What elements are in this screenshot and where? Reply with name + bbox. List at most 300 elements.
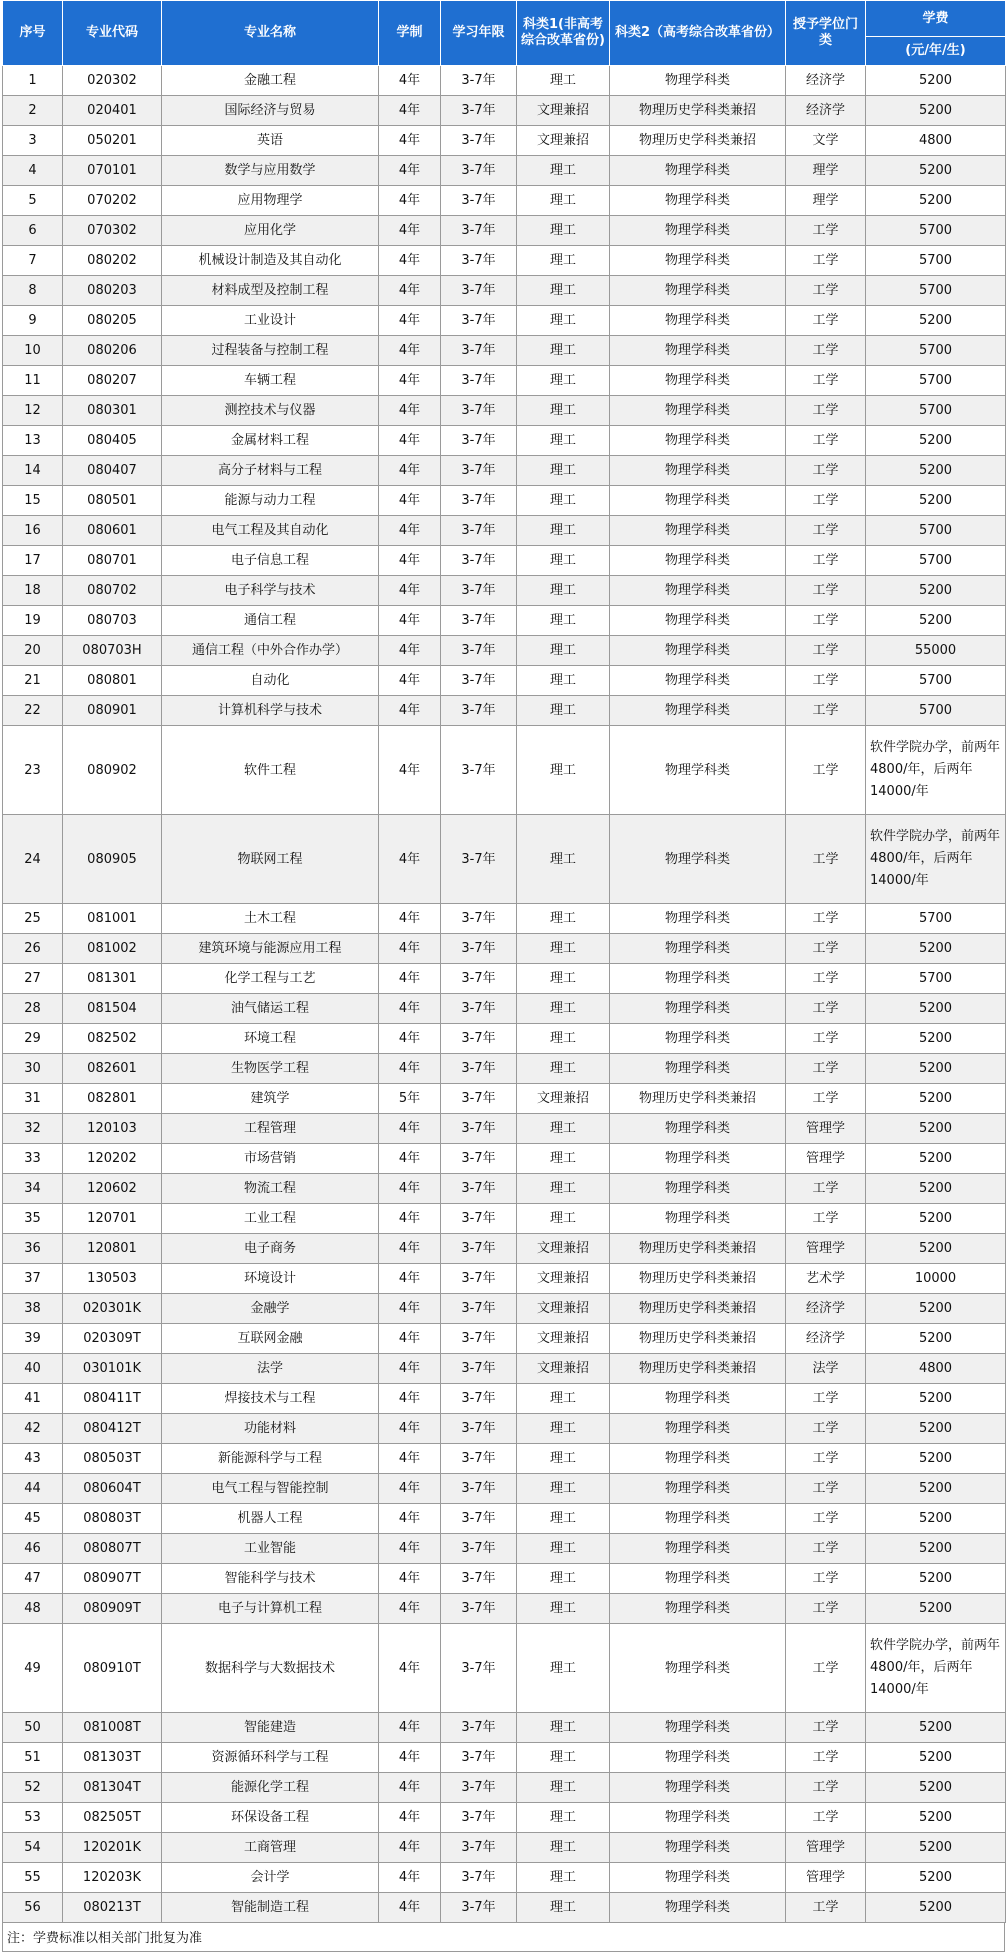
cell-degree: 工学 — [786, 1504, 866, 1534]
cell-degree: 工学 — [786, 934, 866, 964]
cell-code: 080702 — [63, 576, 162, 606]
table-row — [3, 156, 1006, 186]
cell-category-2: 物理学科类 — [610, 1534, 786, 1564]
table-row — [3, 1354, 1006, 1384]
cell-seq: 38 — [3, 1294, 63, 1324]
cell-code: 080905 — [63, 815, 162, 904]
cell-category-1: 理工 — [517, 396, 610, 426]
cell-study-limit: 3-7年 — [441, 1174, 517, 1204]
table-row — [3, 934, 1006, 964]
cell-fee: 5200 — [866, 1594, 1006, 1624]
cell-duration: 4年 — [379, 1114, 441, 1144]
cell-name: 金融工程 — [162, 66, 379, 96]
cell-category-1: 理工 — [517, 904, 610, 934]
cell-name: 环保设备工程 — [162, 1803, 379, 1833]
cell-degree: 工学 — [786, 1054, 866, 1084]
cell-seq: 13 — [3, 426, 63, 456]
cell-category-1: 理工 — [517, 1594, 610, 1624]
cell-study-limit: 3-7年 — [441, 1833, 517, 1863]
cell-fee: 5200 — [866, 426, 1006, 456]
cell-study-limit: 3-7年 — [441, 1114, 517, 1144]
cell-seq: 11 — [3, 366, 63, 396]
cell-category-2: 物理学科类 — [610, 815, 786, 904]
cell-code: 080207 — [63, 366, 162, 396]
cell-category-2: 物理学科类 — [610, 276, 786, 306]
cell-name: 过程装备与控制工程 — [162, 336, 379, 366]
cell-fee: 55000 — [866, 636, 1006, 666]
cell-degree: 工学 — [786, 696, 866, 726]
cell-name: 金融学 — [162, 1294, 379, 1324]
cell-category-1: 文理兼招 — [517, 1084, 610, 1114]
table-row — [3, 276, 1006, 306]
cell-category-1: 理工 — [517, 426, 610, 456]
cell-category-2: 物理历史学科类兼招 — [610, 1294, 786, 1324]
cell-category-1: 理工 — [517, 576, 610, 606]
cell-name: 电子信息工程 — [162, 546, 379, 576]
cell-seq: 24 — [3, 815, 63, 904]
cell-name: 金属材料工程 — [162, 426, 379, 456]
cell-seq: 12 — [3, 396, 63, 426]
cell-study-limit: 3-7年 — [441, 1264, 517, 1294]
cell-category-1: 理工 — [517, 1474, 610, 1504]
cell-study-limit: 3-7年 — [441, 1474, 517, 1504]
table-row — [3, 606, 1006, 636]
cell-fee: 5200 — [866, 1024, 1006, 1054]
cell-category-1: 理工 — [517, 1204, 610, 1234]
table-row — [3, 1024, 1006, 1054]
cell-degree: 工学 — [786, 1174, 866, 1204]
cell-fee: 10000 — [866, 1264, 1006, 1294]
cell-duration: 4年 — [379, 1534, 441, 1564]
cell-study-limit: 3-7年 — [441, 1024, 517, 1054]
cell-category-1: 理工 — [517, 1803, 610, 1833]
cell-degree: 工学 — [786, 1534, 866, 1564]
cell-category-1: 理工 — [517, 516, 610, 546]
cell-duration: 4年 — [379, 1444, 441, 1474]
header-name: 专业名称 — [162, 1, 379, 66]
cell-duration: 4年 — [379, 1833, 441, 1863]
cell-study-limit: 3-7年 — [441, 186, 517, 216]
cell-fee: 5200 — [866, 96, 1006, 126]
cell-degree: 工学 — [786, 486, 866, 516]
table-row — [3, 994, 1006, 1024]
cell-name: 机械设计制造及其自动化 — [162, 246, 379, 276]
cell-fee: 5700 — [866, 366, 1006, 396]
table-row — [3, 1084, 1006, 1114]
cell-study-limit: 3-7年 — [441, 964, 517, 994]
cell-fee: 5700 — [866, 546, 1006, 576]
cell-study-limit: 3-7年 — [441, 576, 517, 606]
cell-seq: 2 — [3, 96, 63, 126]
cell-duration: 4年 — [379, 1414, 441, 1444]
table-row — [3, 246, 1006, 276]
cell-study-limit: 3-7年 — [441, 366, 517, 396]
cell-category-2: 物理学科类 — [610, 1863, 786, 1893]
table-row — [3, 1534, 1006, 1564]
cell-seq: 28 — [3, 994, 63, 1024]
cell-study-limit: 3-7年 — [441, 1893, 517, 1923]
header-duration: 学制 — [379, 1, 441, 66]
cell-degree: 工学 — [786, 1594, 866, 1624]
cell-code: 080203 — [63, 276, 162, 306]
cell-duration: 4年 — [379, 1773, 441, 1803]
cell-study-limit: 3-7年 — [441, 606, 517, 636]
cell-category-2: 物理学科类 — [610, 576, 786, 606]
cell-duration: 4年 — [379, 1624, 441, 1713]
table-row — [3, 1833, 1006, 1863]
table-row — [3, 636, 1006, 666]
cell-category-2: 物理学科类 — [610, 1144, 786, 1174]
cell-degree: 工学 — [786, 546, 866, 576]
cell-degree: 经济学 — [786, 96, 866, 126]
cell-code: 020309T — [63, 1324, 162, 1354]
cell-category-1: 理工 — [517, 1414, 610, 1444]
table-row — [3, 726, 1006, 815]
cell-category-2: 物理历史学科类兼招 — [610, 1234, 786, 1264]
cell-study-limit: 3-7年 — [441, 426, 517, 456]
cell-name: 资源循环科学与工程 — [162, 1743, 379, 1773]
cell-category-2: 物理学科类 — [610, 1594, 786, 1624]
cell-fee: 5200 — [866, 1803, 1006, 1833]
cell-category-2: 物理学科类 — [610, 66, 786, 96]
cell-code: 070202 — [63, 186, 162, 216]
cell-category-1: 理工 — [517, 1054, 610, 1084]
cell-degree: 工学 — [786, 456, 866, 486]
cell-seq: 8 — [3, 276, 63, 306]
cell-fee: 5200 — [866, 1713, 1006, 1743]
table-header — [3, 1, 1006, 66]
cell-category-2: 物理学科类 — [610, 964, 786, 994]
cell-category-1: 理工 — [517, 1773, 610, 1803]
cell-category-2: 物理学科类 — [610, 1414, 786, 1444]
table-row — [3, 1474, 1006, 1504]
cell-duration: 4年 — [379, 96, 441, 126]
cell-name: 工业工程 — [162, 1204, 379, 1234]
cell-category-1: 理工 — [517, 1863, 610, 1893]
cell-seq: 26 — [3, 934, 63, 964]
cell-study-limit: 3-7年 — [441, 216, 517, 246]
cell-category-1: 理工 — [517, 546, 610, 576]
cell-category-1: 理工 — [517, 1444, 610, 1474]
table-row — [3, 126, 1006, 156]
cell-category-2: 物理学科类 — [610, 486, 786, 516]
cell-name: 电气工程与智能控制 — [162, 1474, 379, 1504]
cell-fee: 5200 — [866, 1743, 1006, 1773]
cell-fee: 5200 — [866, 1174, 1006, 1204]
cell-name: 能源与动力工程 — [162, 486, 379, 516]
cell-category-2: 物理学科类 — [610, 1504, 786, 1534]
cell-fee: 5200 — [866, 994, 1006, 1024]
cell-degree: 工学 — [786, 1773, 866, 1803]
cell-category-2: 物理学科类 — [610, 1054, 786, 1084]
cell-duration: 4年 — [379, 1504, 441, 1534]
cell-seq: 15 — [3, 486, 63, 516]
cell-code: 020302 — [63, 66, 162, 96]
cell-seq: 56 — [3, 1893, 63, 1923]
cell-code: 080206 — [63, 336, 162, 366]
cell-name: 工商管理 — [162, 1833, 379, 1863]
cell-degree: 工学 — [786, 636, 866, 666]
table-row — [3, 426, 1006, 456]
cell-seq: 49 — [3, 1624, 63, 1713]
table-row — [3, 696, 1006, 726]
cell-duration: 4年 — [379, 456, 441, 486]
cell-seq: 1 — [3, 66, 63, 96]
table-row — [3, 1174, 1006, 1204]
cell-category-2: 物理学科类 — [610, 994, 786, 1024]
cell-code: 081001 — [63, 904, 162, 934]
table-row — [3, 904, 1006, 934]
cell-code: 081504 — [63, 994, 162, 1024]
cell-study-limit: 3-7年 — [441, 336, 517, 366]
cell-degree: 工学 — [786, 366, 866, 396]
cell-name: 电气工程及其自动化 — [162, 516, 379, 546]
cell-code: 082801 — [63, 1084, 162, 1114]
cell-fee: 软件学院办学，前两年4800/年，后两年14000/年 — [866, 815, 1006, 904]
cell-seq: 47 — [3, 1564, 63, 1594]
cell-fee: 5700 — [866, 964, 1006, 994]
cell-category-1: 理工 — [517, 934, 610, 964]
cell-duration: 4年 — [379, 426, 441, 456]
cell-duration: 4年 — [379, 1594, 441, 1624]
cell-code: 120602 — [63, 1174, 162, 1204]
cell-category-2: 物理历史学科类兼招 — [610, 1354, 786, 1384]
cell-category-2: 物理学科类 — [610, 396, 786, 426]
cell-degree: 工学 — [786, 666, 866, 696]
cell-duration: 4年 — [379, 1204, 441, 1234]
cell-category-2: 物理学科类 — [610, 1743, 786, 1773]
table-row — [3, 366, 1006, 396]
cell-seq: 14 — [3, 456, 63, 486]
cell-study-limit: 3-7年 — [441, 1594, 517, 1624]
cell-name: 物联网工程 — [162, 815, 379, 904]
cell-name: 新能源科学与工程 — [162, 1444, 379, 1474]
cell-degree: 工学 — [786, 1084, 866, 1114]
table-row — [3, 1324, 1006, 1354]
cell-category-2: 物理学科类 — [610, 306, 786, 336]
cell-code: 081002 — [63, 934, 162, 964]
cell-degree: 管理学 — [786, 1114, 866, 1144]
cell-category-1: 理工 — [517, 1743, 610, 1773]
cell-seq: 40 — [3, 1354, 63, 1384]
cell-duration: 4年 — [379, 1234, 441, 1264]
cell-name: 建筑环境与能源应用工程 — [162, 934, 379, 964]
cell-code: 080901 — [63, 696, 162, 726]
table-row — [3, 1444, 1006, 1474]
cell-degree: 经济学 — [786, 1324, 866, 1354]
cell-category-1: 理工 — [517, 1833, 610, 1863]
cell-seq: 30 — [3, 1054, 63, 1084]
cell-name: 测控技术与仪器 — [162, 396, 379, 426]
cell-category-2: 物理学科类 — [610, 516, 786, 546]
cell-code: 130503 — [63, 1264, 162, 1294]
cell-seq: 37 — [3, 1264, 63, 1294]
cell-fee: 5200 — [866, 486, 1006, 516]
cell-duration: 4年 — [379, 216, 441, 246]
cell-duration: 4年 — [379, 636, 441, 666]
cell-study-limit: 3-7年 — [441, 636, 517, 666]
table-row — [3, 1803, 1006, 1833]
table-row — [3, 964, 1006, 994]
cell-duration: 4年 — [379, 126, 441, 156]
footnote: 注：学费标准以相关部门批复为准 — [2, 1923, 1005, 1952]
cell-category-1: 理工 — [517, 1624, 610, 1713]
cell-degree: 管理学 — [786, 1833, 866, 1863]
header-code: 专业代码 — [63, 1, 162, 66]
cell-duration: 4年 — [379, 1384, 441, 1414]
cell-name: 高分子材料与工程 — [162, 456, 379, 486]
table-row — [3, 1234, 1006, 1264]
cell-fee: 5200 — [866, 156, 1006, 186]
cell-code: 081301 — [63, 964, 162, 994]
cell-category-2: 物理历史学科类兼招 — [610, 126, 786, 156]
cell-category-1: 理工 — [517, 186, 610, 216]
cell-fee: 5200 — [866, 1294, 1006, 1324]
cell-duration: 4年 — [379, 336, 441, 366]
cell-category-2: 物理学科类 — [610, 666, 786, 696]
cell-seq: 35 — [3, 1204, 63, 1234]
cell-degree: 工学 — [786, 1743, 866, 1773]
cell-category-2: 物理学科类 — [610, 336, 786, 366]
cell-degree: 经济学 — [786, 1294, 866, 1324]
cell-name: 市场营销 — [162, 1144, 379, 1174]
cell-fee: 5700 — [866, 516, 1006, 546]
cell-category-1: 文理兼招 — [517, 1324, 610, 1354]
cell-seq: 52 — [3, 1773, 63, 1803]
cell-degree: 工学 — [786, 1414, 866, 1444]
cell-code: 080703H — [63, 636, 162, 666]
cell-seq: 32 — [3, 1114, 63, 1144]
cell-name: 能源化学工程 — [162, 1773, 379, 1803]
cell-study-limit: 3-7年 — [441, 904, 517, 934]
cell-seq: 4 — [3, 156, 63, 186]
table-row — [3, 666, 1006, 696]
cell-fee: 5200 — [866, 1234, 1006, 1264]
cell-code: 080205 — [63, 306, 162, 336]
cell-name: 建筑学 — [162, 1084, 379, 1114]
cell-code: 082502 — [63, 1024, 162, 1054]
cell-seq: 55 — [3, 1863, 63, 1893]
cell-code: 080202 — [63, 246, 162, 276]
cell-study-limit: 3-7年 — [441, 1743, 517, 1773]
cell-fee: 5200 — [866, 306, 1006, 336]
cell-category-2: 物理学科类 — [610, 216, 786, 246]
cell-duration: 4年 — [379, 1474, 441, 1504]
cell-seq: 51 — [3, 1743, 63, 1773]
cell-name: 软件工程 — [162, 726, 379, 815]
header-seq: 序号 — [3, 1, 63, 66]
cell-name: 通信工程（中外合作办学） — [162, 636, 379, 666]
cell-code: 080703 — [63, 606, 162, 636]
cell-name: 电子科学与技术 — [162, 576, 379, 606]
cell-study-limit: 3-7年 — [441, 456, 517, 486]
cell-fee: 5200 — [866, 1534, 1006, 1564]
cell-name: 自动化 — [162, 666, 379, 696]
cell-duration: 4年 — [379, 666, 441, 696]
cell-category-2: 物理学科类 — [610, 1803, 786, 1833]
cell-study-limit: 3-7年 — [441, 396, 517, 426]
cell-duration: 4年 — [379, 1174, 441, 1204]
cell-fee: 4800 — [866, 126, 1006, 156]
table-row — [3, 1504, 1006, 1534]
cell-duration: 4年 — [379, 1713, 441, 1743]
cell-fee: 5200 — [866, 1863, 1006, 1893]
header-study-limit: 学习年限 — [441, 1, 517, 66]
table-row — [3, 1264, 1006, 1294]
cell-degree: 管理学 — [786, 1234, 866, 1264]
cell-study-limit: 3-7年 — [441, 666, 517, 696]
table-row — [3, 1594, 1006, 1624]
cell-name: 材料成型及控制工程 — [162, 276, 379, 306]
cell-category-1: 理工 — [517, 994, 610, 1024]
table-row — [3, 576, 1006, 606]
cell-category-1: 理工 — [517, 306, 610, 336]
cell-degree: 工学 — [786, 1713, 866, 1743]
cell-study-limit: 3-7年 — [441, 994, 517, 1024]
cell-code: 080803T — [63, 1504, 162, 1534]
cell-fee: 5200 — [866, 1324, 1006, 1354]
cell-duration: 4年 — [379, 1863, 441, 1893]
cell-category-1: 理工 — [517, 276, 610, 306]
cell-study-limit: 3-7年 — [441, 486, 517, 516]
cell-category-1: 理工 — [517, 216, 610, 246]
cell-fee: 5200 — [866, 576, 1006, 606]
cell-fee: 5200 — [866, 934, 1006, 964]
cell-duration: 4年 — [379, 1324, 441, 1354]
cell-degree: 工学 — [786, 426, 866, 456]
table-row — [3, 1294, 1006, 1324]
cell-seq: 36 — [3, 1234, 63, 1264]
cell-fee: 5700 — [866, 696, 1006, 726]
cell-degree: 工学 — [786, 306, 866, 336]
cell-code: 120103 — [63, 1114, 162, 1144]
cell-name: 应用物理学 — [162, 186, 379, 216]
table-row — [3, 1414, 1006, 1444]
cell-study-limit: 3-7年 — [441, 1294, 517, 1324]
cell-name: 电子商务 — [162, 1234, 379, 1264]
cell-degree: 工学 — [786, 336, 866, 366]
table-row — [3, 1773, 1006, 1803]
cell-code: 080907T — [63, 1564, 162, 1594]
cell-name: 土木工程 — [162, 904, 379, 934]
cell-study-limit: 3-7年 — [441, 156, 517, 186]
cell-fee: 5200 — [866, 1833, 1006, 1863]
cell-category-1: 理工 — [517, 606, 610, 636]
cell-category-2: 物理历史学科类兼招 — [610, 1264, 786, 1294]
cell-category-2: 物理学科类 — [610, 546, 786, 576]
cell-seq: 44 — [3, 1474, 63, 1504]
cell-category-1: 理工 — [517, 246, 610, 276]
table-row — [3, 1144, 1006, 1174]
cell-fee: 5200 — [866, 1444, 1006, 1474]
table-row — [3, 1204, 1006, 1234]
cell-category-2: 物理学科类 — [610, 1174, 786, 1204]
cell-code: 080902 — [63, 726, 162, 815]
cell-fee: 5700 — [866, 336, 1006, 366]
cell-category-1: 文理兼招 — [517, 1234, 610, 1264]
cell-seq: 27 — [3, 964, 63, 994]
cell-code: 020301K — [63, 1294, 162, 1324]
cell-fee: 5200 — [866, 1504, 1006, 1534]
cell-degree: 理学 — [786, 186, 866, 216]
cell-category-2: 物理学科类 — [610, 1444, 786, 1474]
cell-study-limit: 3-7年 — [441, 934, 517, 964]
cell-category-2: 物理学科类 — [610, 426, 786, 456]
majors-table-container — [2, 0, 1005, 1952]
cell-study-limit: 3-7年 — [441, 1504, 517, 1534]
cell-category-2: 物理学科类 — [610, 606, 786, 636]
cell-category-2: 物理学科类 — [610, 1114, 786, 1144]
